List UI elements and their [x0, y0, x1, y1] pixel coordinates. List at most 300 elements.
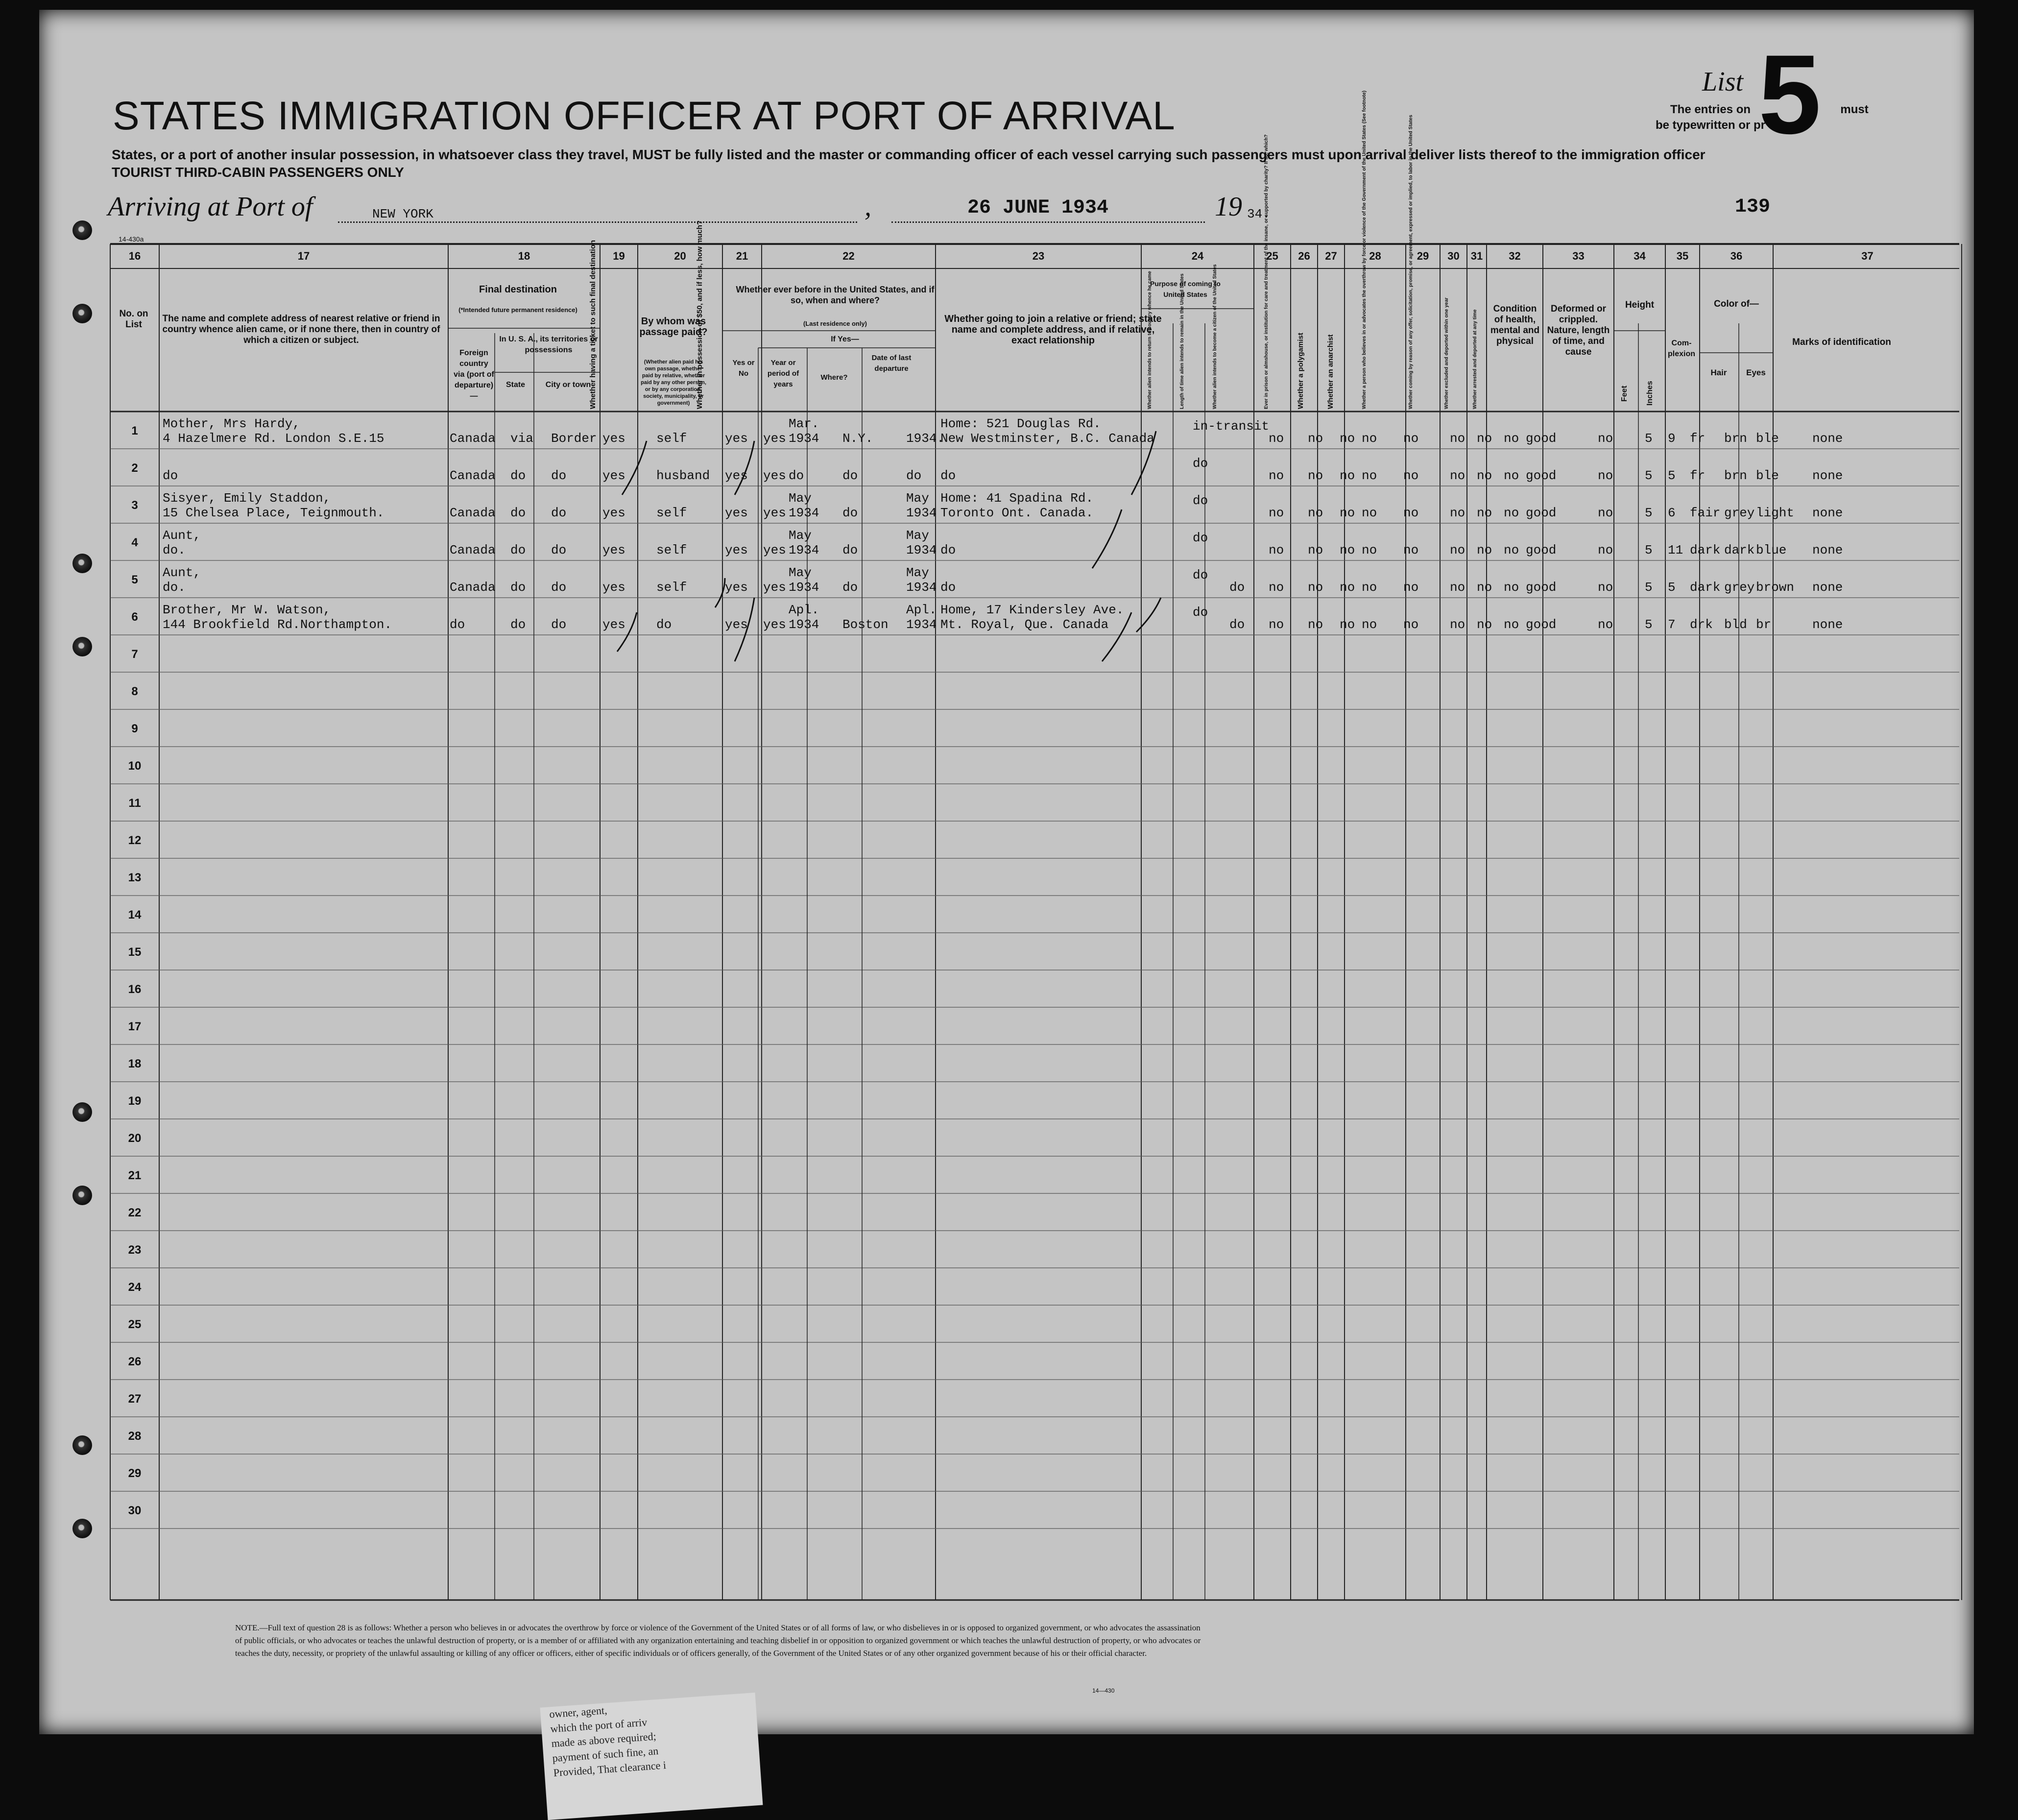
joining-line-2: do — [940, 580, 956, 595]
q27: no — [1362, 617, 1377, 632]
binder-hole — [72, 1519, 92, 1538]
column-number: 34 — [1634, 250, 1646, 262]
money-50: yes — [725, 617, 748, 632]
hdr-health: Condition of health, mental and physical — [1490, 304, 1540, 346]
column-number: 29 — [1417, 250, 1429, 262]
height-inches: 11 — [1668, 543, 1683, 558]
hdr-hair: Hair — [1710, 368, 1727, 377]
money-50: yes — [725, 543, 748, 558]
year-period: 1934 — [789, 617, 819, 632]
column-number: 31 — [1470, 250, 1483, 262]
entries-note: The entries on must — [1670, 103, 1869, 116]
where: do — [842, 468, 858, 483]
column-number: 30 — [1447, 250, 1460, 262]
ticket: yes — [602, 580, 625, 595]
height-feet: 5 — [1645, 468, 1653, 483]
comma: , — [865, 192, 871, 222]
row-number: 18 — [128, 1057, 142, 1070]
ever-before: yes — [763, 431, 786, 446]
row-number: 9 — [131, 722, 138, 735]
hair-color: dark — [1724, 543, 1755, 558]
column-number: 25 — [1266, 250, 1278, 262]
ever-before: yes — [763, 580, 786, 595]
q27: no — [1362, 580, 1377, 595]
q31: no — [1504, 431, 1519, 446]
relative-name: Brother, Mr W. Watson, — [163, 603, 331, 617]
height-feet: 5 — [1645, 617, 1653, 632]
complexion: fr — [1690, 468, 1706, 483]
q28: no — [1403, 431, 1419, 446]
hdr-passage-note: (Whether alien paid his own passage, whether paid by relative, whether paid by any other person, or by any corporation, society, municipality, or government) — [641, 359, 706, 406]
q29: no — [1450, 506, 1465, 520]
height-feet: 5 — [1645, 580, 1653, 595]
ticket: yes — [602, 543, 625, 558]
hdr-c29: Whether coming by reason of any offer, solicitation, promise, or agreement, expressed or implied, to labor in the United States — [1408, 115, 1414, 409]
foreign-country: Canada — [450, 580, 496, 595]
foreign-country: Canada — [450, 506, 496, 520]
foreign-country: do — [450, 617, 465, 632]
eye-color: br — [1756, 617, 1772, 632]
marks: none — [1812, 617, 1843, 632]
q25: no — [1308, 431, 1323, 446]
column-number: 36 — [1730, 250, 1743, 262]
hdr-passage: By whom was passage paid? — [639, 316, 708, 338]
joining-line-2: Toronto Ont. Canada. — [940, 506, 1094, 520]
hair-color: bld — [1724, 617, 1747, 632]
year-prefix: 19 — [1215, 192, 1242, 222]
row-number: 1 — [131, 424, 138, 437]
ticket: yes — [602, 506, 625, 520]
city: do — [551, 580, 567, 595]
form-code: 14-430a — [119, 235, 144, 243]
deformed: no — [1598, 468, 1613, 483]
hdr-state: State — [505, 381, 526, 389]
state: do — [510, 543, 526, 558]
footnote: NOTE.—Full text of question 28 is as follows: Whether a person who believes in or advocates the overthrow by force or violence of the Government of the United States or of all forms of law, or who disbelieves in or is opposed to organized government, or who advocates the assassination of public officials, or who advocates or teaches the unlawful destruction of property, or is a member of or affiliated with any organization entertaining and teaching disbelief in or opposition to organized government or which teaches the unlawful destruction of property, or who advocates or teaches the duty, necessity, or propriety of the unlawful assaulting or killing of any officer or officers, either of specific individuals or of officers generally, of the Government of the United States or of any other organized government because of his or their official character. — [235, 1623, 1201, 1658]
row-number: 22 — [128, 1206, 142, 1219]
eye-color: ble — [1756, 431, 1779, 446]
q30: no — [1477, 468, 1492, 483]
q30: no — [1477, 506, 1492, 520]
state: do — [510, 506, 526, 520]
q26: no — [1340, 468, 1355, 483]
column-number: 26 — [1298, 250, 1310, 262]
column-number: 32 — [1509, 250, 1521, 262]
departure-year: 1934. — [906, 431, 945, 446]
year-period-month: May — [789, 565, 812, 580]
row-number: 4 — [131, 536, 138, 549]
q26: no — [1340, 431, 1355, 446]
row-number: 10 — [128, 759, 142, 773]
hdr-ticket: Whether having a ticket to such final destination — [589, 240, 597, 409]
q28: no — [1403, 617, 1419, 632]
city: do — [551, 468, 567, 483]
height-inches: 9 — [1668, 431, 1676, 446]
q26: no — [1340, 506, 1355, 520]
hdr-c25: Ever in prison or almshouse, or institution for care and treatment of the insane, or supported by charity? If so, which? — [1264, 134, 1269, 409]
hdr-relative: The name and complete address of nearest relative or friend in country whence alien came, or if none there, then in country of which a citizen or subject. — [162, 314, 440, 345]
q25: no — [1308, 617, 1323, 632]
q28: no — [1403, 580, 1419, 595]
deformed: no — [1598, 617, 1613, 632]
hdr-eyes: Eyes — [1746, 368, 1766, 377]
column-number: 19 — [613, 250, 625, 262]
eye-color: brown — [1756, 580, 1795, 595]
purpose-citizen: no — [1269, 543, 1284, 558]
column-number: 18 — [518, 250, 530, 262]
row-number: 30 — [128, 1504, 142, 1517]
purpose-length: do — [1229, 580, 1245, 595]
hdr-complexion: Com-plexion — [1667, 339, 1695, 358]
hdr-purpose-c: Whether alien intends to become a citizen of the United States — [1212, 264, 1218, 409]
page-title: STATES IMMIGRATION OFFICER AT PORT OF ARRIVAL — [113, 94, 1176, 138]
q27: no — [1362, 431, 1377, 446]
joining-line-2: Mt. Royal, Que. Canada — [940, 617, 1109, 632]
complexion: fr — [1690, 431, 1706, 446]
column-number: 21 — [736, 250, 748, 262]
year-period: 1934 — [789, 506, 819, 520]
complexion: dark — [1690, 580, 1721, 595]
hdr-c26: Whether a polygamist — [1297, 333, 1305, 409]
q27: no — [1362, 506, 1377, 520]
where: do — [842, 580, 858, 595]
hdr-if-yes: If Yes— — [831, 335, 859, 343]
port-value: NEW YORK — [372, 207, 433, 221]
money-50: yes — [725, 468, 748, 483]
relative-name: Aunt, — [163, 528, 201, 543]
ticket: yes — [602, 617, 625, 632]
arriving-label: Arriving at Port of — [108, 192, 313, 222]
year-period: do — [789, 468, 804, 483]
q26: no — [1340, 580, 1355, 595]
column-number: 22 — [842, 250, 855, 262]
foreign-country: Canada — [450, 431, 496, 446]
column-number: 20 — [674, 250, 686, 262]
ever-before: yes — [763, 543, 786, 558]
hdr-height: Height — [1625, 300, 1655, 310]
hdr-usa: In U. S. A., its territories or possessions — [499, 335, 598, 354]
row-number: 3 — [131, 499, 138, 512]
ever-before: yes — [763, 506, 786, 520]
row-number: 14 — [128, 908, 142, 922]
money-50: yes — [725, 431, 748, 446]
hdr-inches: Inches — [1646, 381, 1654, 406]
height-inches: 7 — [1668, 617, 1676, 632]
q31: no — [1504, 468, 1519, 483]
hair-color: brn — [1724, 468, 1747, 483]
row-number: 15 — [128, 946, 142, 959]
height-feet: 5 — [1645, 431, 1653, 446]
row-number: 25 — [128, 1318, 142, 1331]
departure-year: 1934 — [906, 543, 937, 558]
entries-note-2: be typewritten or pr — [1656, 119, 1766, 132]
departure-month: May — [906, 491, 929, 506]
paper-scrap: owner, agent, which the port of arriv made as above required; payment of such fine, an Provided, That clearance i — [540, 1693, 763, 1820]
complexion: drk — [1690, 617, 1713, 632]
row-number: 27 — [128, 1392, 142, 1406]
marks: none — [1812, 468, 1843, 483]
column-number: 24 — [1191, 250, 1204, 262]
hdr-final-destination-note: (*Intended future permanent residence) — [458, 306, 577, 314]
row-number: 19 — [128, 1094, 142, 1108]
joining-line-1: Home: 521 Douglas Rd. — [940, 416, 1101, 431]
q28: no — [1403, 506, 1419, 520]
q30: no — [1477, 431, 1492, 446]
health: good — [1526, 431, 1557, 446]
height-feet: 5 — [1645, 506, 1653, 520]
q31: no — [1504, 580, 1519, 595]
passage-paid: self — [656, 506, 687, 520]
departure-year: do — [906, 468, 922, 483]
hair-color: grey — [1724, 506, 1755, 520]
year-suffix: 34. — [1247, 207, 1270, 221]
eye-color: light — [1756, 506, 1795, 520]
deformed: no — [1598, 580, 1613, 595]
relative-address: do — [163, 468, 178, 483]
eye-color: blue — [1756, 543, 1787, 558]
q29: no — [1450, 468, 1465, 483]
departure-year: 1934 — [906, 617, 937, 632]
row-number: 7 — [131, 648, 138, 661]
column-number: 28 — [1369, 250, 1381, 262]
joining-line-1: Home: 41 Spadina Rd. — [940, 491, 1094, 506]
joining-line-2: do — [940, 468, 956, 483]
q31: no — [1504, 506, 1519, 520]
ever-before: yes — [763, 617, 786, 632]
state: via — [510, 431, 533, 446]
hdr-c27: Whether an anarchist — [1326, 334, 1335, 409]
ticket: yes — [602, 468, 625, 483]
q25: no — [1308, 543, 1323, 558]
eye-color: ble — [1756, 468, 1779, 483]
row-number: 21 — [128, 1169, 142, 1182]
q29: no — [1450, 543, 1465, 558]
year-period-month: May — [789, 528, 812, 543]
q31: no — [1504, 617, 1519, 632]
handwritten-mark — [715, 578, 725, 607]
row-number: 17 — [128, 1020, 142, 1033]
foreign-country: Canada — [450, 543, 496, 558]
purpose-return: do — [1193, 605, 1208, 620]
departure-month: May — [906, 528, 929, 543]
column-number: 16 — [128, 250, 141, 262]
hair-color: grey — [1724, 580, 1755, 595]
relative-address: 144 Brookfield Rd.Northampton. — [163, 617, 392, 632]
joining-line-1: Home, 17 Kindersley Ave. — [940, 603, 1124, 617]
q31: no — [1504, 543, 1519, 558]
list-label: List — [1702, 67, 1744, 97]
hdr-purpose: Purpose of coming to United States — [1150, 280, 1221, 298]
city: Border — [551, 431, 597, 446]
hdr-final-destination: Final destination — [479, 284, 557, 295]
state: do — [510, 468, 526, 483]
column-number: 27 — [1325, 250, 1337, 262]
q25: no — [1308, 468, 1323, 483]
q28: no — [1403, 543, 1419, 558]
q25: no — [1308, 580, 1323, 595]
year-period-month: Apl. — [789, 603, 819, 617]
row-number: 6 — [131, 610, 138, 624]
deformed: no — [1598, 431, 1613, 446]
row-number: 8 — [131, 685, 138, 698]
column-number: 33 — [1572, 250, 1585, 262]
deformed: no — [1598, 506, 1613, 520]
height-inches: 5 — [1668, 580, 1676, 595]
column-number: 23 — [1032, 250, 1045, 262]
binder-hole — [72, 304, 92, 323]
class-line: TOURIST THIRD-CABIN PASSENGERS ONLY — [112, 165, 404, 180]
city: do — [551, 543, 567, 558]
hdr-c31: Whether arrested and deported at any time — [1472, 309, 1478, 409]
q28: no — [1403, 468, 1419, 483]
hair-color: brn — [1724, 431, 1747, 446]
passage-paid: husband — [656, 468, 710, 483]
column-number: 17 — [297, 250, 310, 262]
table-grid — [39, 10, 1974, 1734]
row-number: 29 — [128, 1467, 142, 1480]
hdr-purpose-a: Whether alien intends to return to country whence he came — [1147, 271, 1153, 409]
departure-year: 1934 — [906, 580, 937, 595]
relative-name: Aunt, — [163, 565, 201, 580]
hdr-joining: Whether going to join a relative or friend; state name and complete address, and if relative, exact relationship — [944, 314, 1162, 346]
health: good — [1526, 617, 1557, 632]
hdr-color-of: Color of— — [1714, 299, 1759, 309]
relative-name: Sisyer, Emily Staddon, — [163, 491, 331, 506]
purpose-citizen: no — [1269, 506, 1284, 520]
ever-before: yes — [763, 468, 786, 483]
q25: no — [1308, 506, 1323, 520]
health: good — [1526, 543, 1557, 558]
hdr-foreign-country: Foreign country via (port of departure)— — [454, 349, 494, 400]
passage-paid: self — [656, 431, 687, 446]
q29: no — [1450, 431, 1465, 446]
relative-address: 4 Hazelmere Rd. London S.E.15 — [163, 431, 384, 446]
departure-month: Apl. — [906, 603, 937, 617]
purpose-citizen: no — [1269, 431, 1284, 446]
ticket: yes — [602, 431, 625, 446]
q27: no — [1362, 543, 1377, 558]
hdr-marks: Marks of identification — [1792, 337, 1891, 347]
where: N.Y. — [842, 431, 873, 446]
where: do — [842, 506, 858, 520]
passage-paid: do — [656, 617, 672, 632]
year-period-month: May — [789, 491, 812, 506]
purpose-return: do — [1193, 493, 1208, 508]
q27: no — [1362, 468, 1377, 483]
joining-line-2: do — [940, 543, 956, 558]
row-number: 24 — [128, 1281, 142, 1294]
money-50: yes — [725, 580, 748, 595]
subtitle: States, or a port of another insular possession, in whatsoever class they travel, MUST be fully listed and the master or commanding officer of each vessel carrying such passengers must upon arrival deliver lists thereof to the immigration officer — [112, 147, 1706, 162]
hdr-c30: Whether excluded and deported within one year — [1444, 297, 1449, 409]
where: do — [842, 543, 858, 558]
purpose-return: do — [1193, 456, 1208, 471]
hdr-year-period: Year or period of years — [767, 359, 799, 388]
purpose-return: do — [1193, 531, 1208, 545]
q29: no — [1450, 617, 1465, 632]
hdr-no-on-list: No. on List — [119, 309, 148, 330]
q30: no — [1477, 580, 1492, 595]
money-50: yes — [725, 506, 748, 520]
foreign-country: Canada — [450, 468, 496, 483]
q26: no — [1340, 543, 1355, 558]
where: Boston — [842, 617, 889, 632]
year-period: 1934 — [789, 580, 819, 595]
row-number: 28 — [128, 1430, 142, 1443]
binder-hole — [72, 1435, 92, 1455]
health: good — [1526, 580, 1557, 595]
city: do — [551, 506, 567, 520]
purpose-return: in-transit — [1193, 419, 1270, 434]
row-number: 16 — [128, 983, 142, 996]
q26: no — [1340, 617, 1355, 632]
state: do — [510, 580, 526, 595]
purpose-length: do — [1229, 617, 1245, 632]
complexion: fair — [1690, 506, 1721, 520]
binder-hole — [72, 554, 92, 573]
complexion: dark — [1690, 543, 1721, 558]
departure-year: 1934 — [906, 506, 937, 520]
row-number: 23 — [128, 1243, 142, 1257]
passage-paid: self — [656, 580, 687, 595]
hdr-yes-no: Yes or No — [732, 359, 755, 378]
deformed: no — [1598, 543, 1613, 558]
binder-hole — [72, 1102, 92, 1122]
hdr-possession-50: Whether in possession of $50, and if less, how much? — [696, 220, 704, 409]
footnote-code: 14—430 — [1092, 1687, 1115, 1694]
height-inches: 5 — [1668, 468, 1676, 483]
relative-name: Mother, Mrs Hardy, — [163, 416, 300, 431]
departure-month: May — [906, 565, 929, 580]
binder-hole — [72, 637, 92, 656]
purpose-citizen: no — [1269, 617, 1284, 632]
year-period-month: Mar. — [789, 416, 819, 431]
column-number: 35 — [1676, 250, 1689, 262]
purpose-citizen: no — [1269, 468, 1284, 483]
marks: none — [1812, 506, 1843, 520]
health: good — [1526, 506, 1557, 520]
hdr-where: Where? — [820, 373, 848, 382]
city: do — [551, 617, 567, 632]
row-number: 20 — [128, 1132, 142, 1145]
relative-address: do. — [163, 580, 186, 595]
row-number: 12 — [128, 834, 142, 847]
q30: no — [1477, 617, 1492, 632]
q29: no — [1450, 580, 1465, 595]
q30: no — [1477, 543, 1492, 558]
handwritten-mark — [1092, 510, 1122, 568]
hdr-deformed: Deformed or crippled. Nature, length of time, and cause — [1547, 304, 1610, 357]
manifest-sheet — [39, 10, 1974, 1734]
row-number: 5 — [131, 573, 138, 586]
handwritten-mark — [1136, 598, 1161, 632]
marks: none — [1812, 543, 1843, 558]
joining-line-2: New Westminster, B.C. Canada — [940, 431, 1154, 446]
purpose-return: do — [1193, 568, 1208, 582]
row-number: 26 — [128, 1355, 142, 1368]
health: good — [1526, 468, 1557, 483]
hdr-city: City or town — [545, 381, 591, 389]
marks: none — [1812, 431, 1843, 446]
passage-paid: self — [656, 543, 687, 558]
column-number: 37 — [1861, 250, 1874, 262]
hdr-ever-before: Whether ever before in the United States, and if so, when and where? — [736, 285, 935, 305]
page-number: 139 — [1735, 196, 1771, 218]
hdr-ever-before-note: (Last residence only) — [803, 320, 867, 327]
hdr-purpose-b: Length of time alien intends to remain in the United States — [1179, 273, 1185, 409]
height-inches: 6 — [1668, 506, 1676, 520]
relative-address: do. — [163, 543, 186, 558]
